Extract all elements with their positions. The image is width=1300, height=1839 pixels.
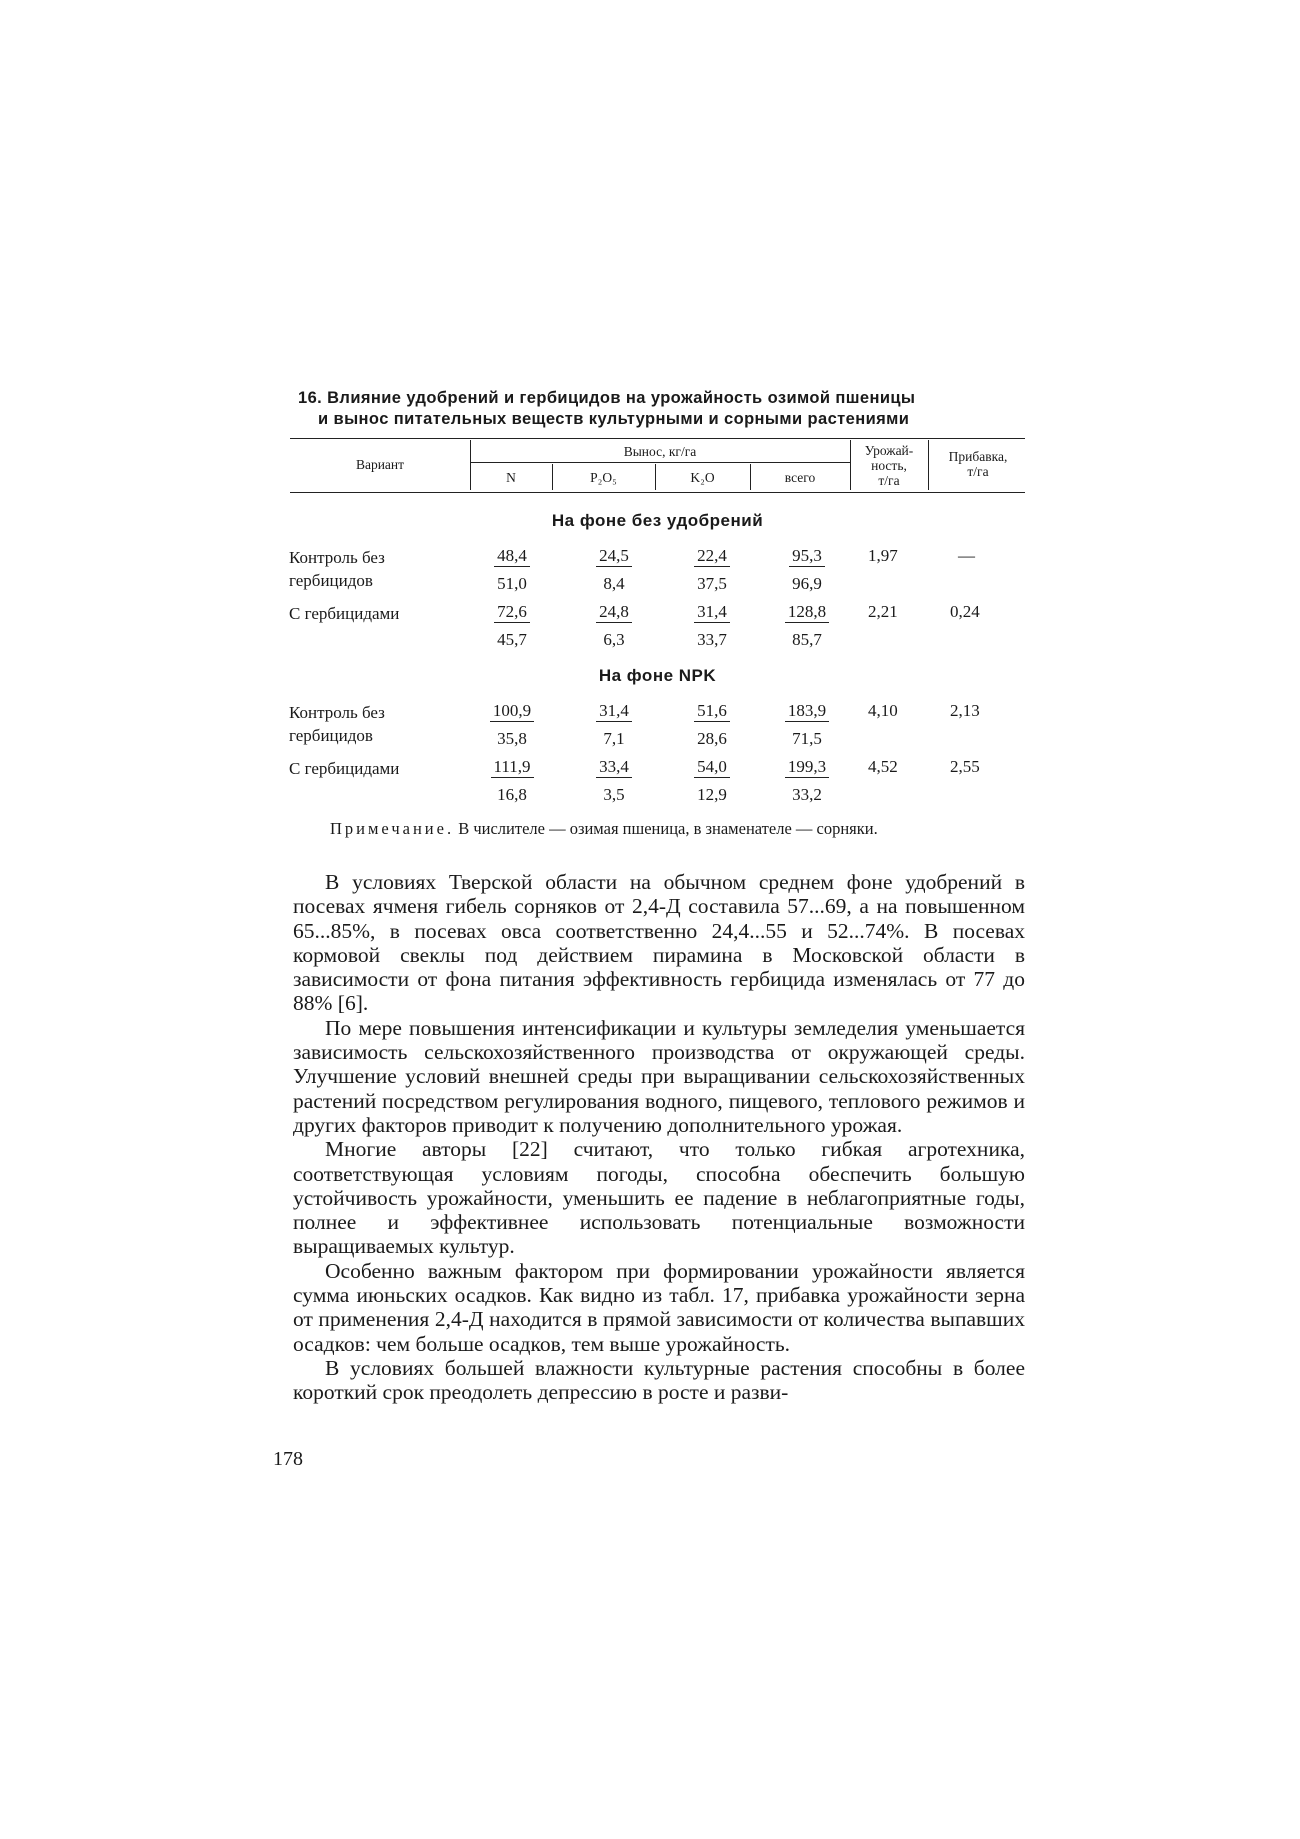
cell-p2o5: 33,4 bbox=[569, 757, 659, 778]
cell-k2o: 28,6 bbox=[697, 729, 727, 748]
table-title bbox=[298, 388, 1018, 430]
cell-p2o5: 24,5 bbox=[569, 546, 659, 567]
cell-p2o5: 31,4 bbox=[569, 701, 659, 722]
cell-n: 100,9 bbox=[467, 701, 557, 722]
cell-total: 199,3 bbox=[762, 757, 852, 778]
header-bottom-rule bbox=[290, 492, 1025, 493]
cell-gain: 2,13 bbox=[950, 701, 980, 720]
cell-k2o: 54,0 bbox=[667, 757, 757, 778]
row-label-herbicide-2: С гербицидами bbox=[289, 759, 400, 778]
row-label-herbicide-1: С гербицидами bbox=[289, 604, 400, 623]
cell-p2o5: 24,8 bbox=[569, 602, 659, 623]
header-gain: Прибавка, т/га bbox=[948, 449, 1008, 479]
header-variant: Вариант bbox=[355, 457, 405, 472]
cell-k2o: 31,4 bbox=[667, 602, 757, 623]
header-inner-rule bbox=[470, 462, 850, 463]
table-top-rule bbox=[290, 438, 1025, 439]
cell-yield: 4,52 bbox=[868, 757, 898, 776]
cell-n: 16,8 bbox=[497, 785, 527, 804]
cell-p2o5: 7,1 bbox=[603, 729, 625, 748]
note-label: Примечание. bbox=[330, 819, 455, 838]
header-removal: Вынос, кг/га bbox=[623, 444, 697, 459]
cell-k2o: 22,4 bbox=[667, 546, 757, 567]
cell-total: 95,3 bbox=[762, 546, 852, 567]
cell-p2o5: 6,3 bbox=[603, 630, 625, 649]
header-n: N bbox=[506, 470, 516, 485]
note-text: В числителе — озимая пшеница, в знаменателе — сорняки. bbox=[458, 819, 878, 838]
row-label-control-1: Контроль без гербицидов bbox=[289, 548, 385, 590]
header-total: всего bbox=[784, 470, 816, 485]
cell-yield: 1,97 bbox=[868, 546, 898, 565]
cell-n: 111,9 bbox=[467, 757, 557, 778]
section-title-no-fertilizer: На фоне без удобрений bbox=[551, 511, 764, 530]
cell-k2o: 12,9 bbox=[697, 785, 727, 804]
cell-k2o: 51,6 bbox=[667, 701, 757, 722]
header-p2o5: P₂O₅ bbox=[590, 470, 617, 485]
table-note bbox=[330, 819, 1050, 839]
header-k2o: K₂O bbox=[690, 470, 715, 485]
cell-yield: 2,21 bbox=[868, 602, 898, 621]
paragraph: В условиях большей влажности культурные растения способны в более короткий срок преодолеть депрессию в росте и разви- bbox=[293, 1355, 1025, 1405]
cell-total: 71,5 bbox=[792, 729, 822, 748]
row-label-control-2: Контроль без гербицидов bbox=[289, 703, 385, 745]
section-title-npk: На фоне NPK bbox=[598, 666, 717, 685]
paragraph: По мере повышения интенсификации и культуры земледелия уменьшается зависимость сельскохозяйственного производства от окружающей среды. Улучшение условий внешней среды при выращивании сельскохозяйственных растений посредством регулирования водного, пищевого, теплового режимов и других факторов приводит к получению дополнительного урожая. bbox=[293, 1015, 1025, 1137]
page-number: 178 bbox=[273, 1448, 303, 1470]
cell-n: 48,4 bbox=[467, 546, 557, 567]
cell-total: 128,8 bbox=[762, 602, 852, 623]
paragraph: Особенно важным фактором при формировании урожайности является сумма июньских осадков. Как видно из табл. 17, прибавка урожайности зерна от применения 2,4-Д находится в прямой зависимости от количества выпавших осадков: чем больше осадков, тем выше урожайность. bbox=[293, 1258, 1025, 1356]
cell-k2o: 37,5 bbox=[697, 574, 727, 593]
cell-total: 183,9 bbox=[762, 701, 852, 722]
cell-p2o5: 3,5 bbox=[603, 785, 625, 804]
cell-k2o: 33,7 bbox=[697, 630, 727, 649]
table-title-line-2: и вынос питательных веществ культурными и сорными растениями bbox=[318, 410, 910, 428]
cell-gain: 0,24 bbox=[950, 602, 980, 621]
paragraph: Многие авторы [22] считают, что только гибкая агротехника, соответствующая условиям погоды, способна обеспечить большую устойчивость урожайности, уменьшить ее падение в неблагоприятные годы, полнее и эффективнее использовать потенциальные возможности выращиваемых культур. bbox=[293, 1137, 1025, 1259]
cell-n: 72,6 bbox=[467, 602, 557, 623]
cell-yield: 4,10 bbox=[868, 701, 898, 720]
cell-total: 33,2 bbox=[792, 785, 822, 804]
header-yield: Урожай- ность, т/га bbox=[864, 443, 914, 488]
paragraph: В условиях Тверской области на обычном среднем фоне удобрений в посевах ячменя гибель сорняков от 2,4-Д составила 57...69, а на повышенном 65...85%, в посевах овса соответственно 24,4...55 и 52...74%. В посевах кормовой свеклы под действием пирамина в Московской области в зависимости от фона питания эффективность гербицида изменялась от 77 до 88% [6]. bbox=[293, 870, 1025, 1016]
cell-p2o5: 8,4 bbox=[603, 574, 625, 593]
cell-n: 51,0 bbox=[497, 574, 527, 593]
body-text bbox=[293, 870, 1025, 1405]
cell-gain: — bbox=[958, 546, 975, 565]
cell-total: 96,9 bbox=[792, 574, 822, 593]
cell-n: 45,7 bbox=[497, 630, 527, 649]
cell-n: 35,8 bbox=[497, 729, 527, 748]
table-title-line-1: 16. Влияние удобрений и гербицидов на урожайность озимой пшеницы bbox=[298, 389, 916, 407]
cell-gain: 2,55 bbox=[950, 757, 980, 776]
cell-total: 85,7 bbox=[792, 630, 822, 649]
